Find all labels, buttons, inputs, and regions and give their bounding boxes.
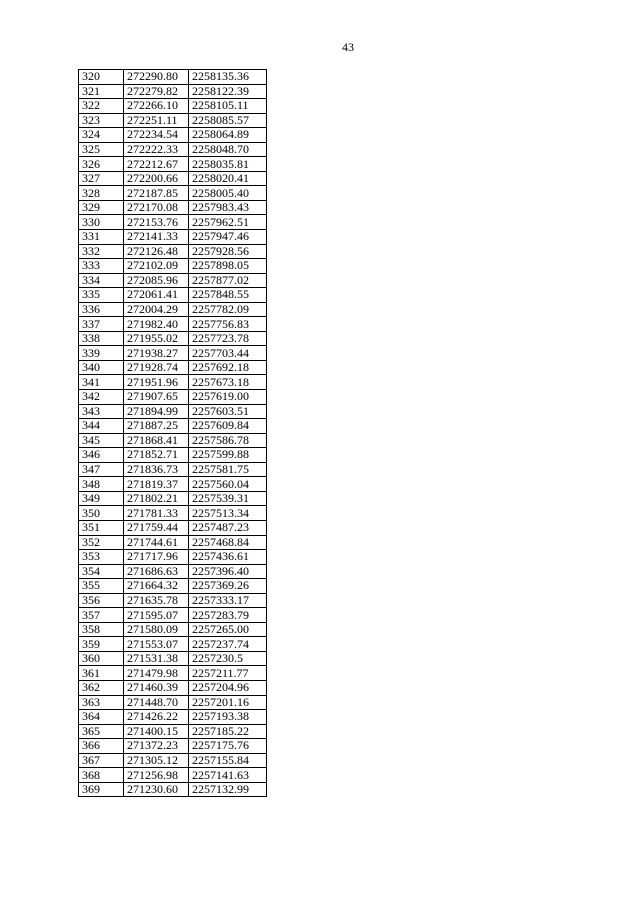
table-row	[79, 608, 267, 623]
table-row	[79, 128, 267, 143]
x-coordinate-cell: 271938.27	[124, 346, 189, 361]
table-row	[79, 390, 267, 405]
x-coordinate-cell: 271781.33	[124, 506, 189, 521]
x-coordinate-cell: 271686.63	[124, 564, 189, 579]
x-coordinate-cell: 272290.80	[124, 70, 189, 85]
point-number-cell: 343	[79, 404, 124, 419]
point-number-cell: 338	[79, 331, 124, 346]
point-number-cell: 358	[79, 622, 124, 637]
y-coordinate-cell: 2257193.38	[189, 710, 267, 725]
x-coordinate-cell: 272153.76	[124, 215, 189, 230]
table-row	[79, 448, 267, 463]
x-coordinate-cell: 271664.32	[124, 579, 189, 594]
table-row	[79, 70, 267, 85]
x-coordinate-cell: 272126.48	[124, 244, 189, 259]
y-coordinate-cell: 2257513.34	[189, 506, 267, 521]
y-coordinate-cell: 2257560.04	[189, 477, 267, 492]
point-number-cell: 366	[79, 739, 124, 754]
coordinate-table-body	[79, 70, 267, 797]
table-row	[79, 768, 267, 783]
y-coordinate-cell: 2257673.18	[189, 375, 267, 390]
y-coordinate-cell: 2258085.57	[189, 113, 267, 128]
table-row	[79, 273, 267, 288]
table-row	[79, 477, 267, 492]
table-row	[79, 651, 267, 666]
point-number-cell: 359	[79, 637, 124, 652]
table-row	[79, 564, 267, 579]
point-number-cell: 342	[79, 390, 124, 405]
point-number-cell: 339	[79, 346, 124, 361]
table-row	[79, 200, 267, 215]
x-coordinate-cell: 271531.38	[124, 651, 189, 666]
y-coordinate-cell: 2257609.84	[189, 419, 267, 434]
point-number-cell: 362	[79, 680, 124, 695]
y-coordinate-cell: 2258122.39	[189, 84, 267, 99]
x-coordinate-cell: 271744.61	[124, 535, 189, 550]
table-row	[79, 84, 267, 99]
x-coordinate-cell: 272200.66	[124, 171, 189, 186]
x-coordinate-cell: 272085.96	[124, 273, 189, 288]
y-coordinate-cell: 2257468.84	[189, 535, 267, 550]
table-row	[79, 710, 267, 725]
table-row	[79, 288, 267, 303]
x-coordinate-cell: 271635.78	[124, 593, 189, 608]
y-coordinate-cell: 2258064.89	[189, 128, 267, 143]
x-coordinate-cell: 272222.33	[124, 142, 189, 157]
y-coordinate-cell: 2257962.51	[189, 215, 267, 230]
point-number-cell: 328	[79, 186, 124, 201]
x-coordinate-cell: 272212.67	[124, 157, 189, 172]
table-row	[79, 506, 267, 521]
x-coordinate-cell: 272102.09	[124, 259, 189, 274]
y-coordinate-cell: 2257703.44	[189, 346, 267, 361]
table-row	[79, 215, 267, 230]
point-number-cell: 322	[79, 99, 124, 114]
x-coordinate-cell: 271256.98	[124, 768, 189, 783]
y-coordinate-cell: 2257586.78	[189, 433, 267, 448]
x-coordinate-cell: 271595.07	[124, 608, 189, 623]
table-row	[79, 680, 267, 695]
y-coordinate-cell: 2257204.96	[189, 680, 267, 695]
point-number-cell: 363	[79, 695, 124, 710]
table-row	[79, 695, 267, 710]
table-row	[79, 593, 267, 608]
x-coordinate-cell: 271868.41	[124, 433, 189, 448]
y-coordinate-cell: 2257283.79	[189, 608, 267, 623]
point-number-cell: 327	[79, 171, 124, 186]
table-row	[79, 99, 267, 114]
point-number-cell: 333	[79, 259, 124, 274]
x-coordinate-cell: 272141.33	[124, 230, 189, 245]
point-number-cell: 365	[79, 724, 124, 739]
y-coordinate-cell: 2257756.83	[189, 317, 267, 332]
point-number-cell: 344	[79, 419, 124, 434]
y-coordinate-cell: 2258020.41	[189, 171, 267, 186]
point-number-cell: 334	[79, 273, 124, 288]
table-row	[79, 302, 267, 317]
y-coordinate-cell: 2257539.31	[189, 491, 267, 506]
x-coordinate-cell: 271852.71	[124, 448, 189, 463]
x-coordinate-cell: 271819.37	[124, 477, 189, 492]
table-row	[79, 433, 267, 448]
y-coordinate-cell: 2258135.36	[189, 70, 267, 85]
table-row	[79, 550, 267, 565]
y-coordinate-cell: 2257201.16	[189, 695, 267, 710]
table-row	[79, 171, 267, 186]
table-row	[79, 331, 267, 346]
table-row	[79, 739, 267, 754]
page-number: 43	[342, 40, 354, 54]
x-coordinate-cell: 271400.15	[124, 724, 189, 739]
x-coordinate-cell: 271717.96	[124, 550, 189, 565]
point-number-cell: 367	[79, 753, 124, 768]
y-coordinate-cell: 2258005.40	[189, 186, 267, 201]
table-row	[79, 782, 267, 797]
point-number-cell: 350	[79, 506, 124, 521]
table-row	[79, 244, 267, 259]
x-coordinate-cell: 271479.98	[124, 666, 189, 681]
y-coordinate-cell: 2257782.09	[189, 302, 267, 317]
x-coordinate-cell: 272279.82	[124, 84, 189, 99]
point-number-cell: 324	[79, 128, 124, 143]
x-coordinate-cell: 272266.10	[124, 99, 189, 114]
x-coordinate-cell: 272187.85	[124, 186, 189, 201]
x-coordinate-cell: 272234.54	[124, 128, 189, 143]
point-number-cell: 357	[79, 608, 124, 623]
point-number-cell: 329	[79, 200, 124, 215]
table-row	[79, 317, 267, 332]
point-number-cell: 368	[79, 768, 124, 783]
table-row	[79, 724, 267, 739]
y-coordinate-cell: 2257928.56	[189, 244, 267, 259]
x-coordinate-cell: 271305.12	[124, 753, 189, 768]
x-coordinate-cell: 272061.41	[124, 288, 189, 303]
point-number-cell: 364	[79, 710, 124, 725]
x-coordinate-cell: 271836.73	[124, 462, 189, 477]
x-coordinate-cell: 272004.29	[124, 302, 189, 317]
y-coordinate-cell: 2257436.61	[189, 550, 267, 565]
point-number-cell: 336	[79, 302, 124, 317]
x-coordinate-cell: 271426.22	[124, 710, 189, 725]
coordinate-table	[78, 69, 267, 797]
x-coordinate-cell: 271460.39	[124, 680, 189, 695]
table-row	[79, 142, 267, 157]
y-coordinate-cell: 2258105.11	[189, 99, 267, 114]
y-coordinate-cell: 2257369.26	[189, 579, 267, 594]
table-row	[79, 637, 267, 652]
point-number-cell: 353	[79, 550, 124, 565]
table-row	[79, 579, 267, 594]
table-row	[79, 157, 267, 172]
y-coordinate-cell: 2257581.75	[189, 462, 267, 477]
point-number-cell: 335	[79, 288, 124, 303]
point-number-cell: 355	[79, 579, 124, 594]
x-coordinate-cell: 271951.96	[124, 375, 189, 390]
y-coordinate-cell: 2257211.77	[189, 666, 267, 681]
table-row	[79, 535, 267, 550]
y-coordinate-cell: 2257396.40	[189, 564, 267, 579]
point-number-cell: 337	[79, 317, 124, 332]
y-coordinate-cell: 2257619.00	[189, 390, 267, 405]
x-coordinate-cell: 271759.44	[124, 520, 189, 535]
x-coordinate-cell: 271448.70	[124, 695, 189, 710]
point-number-cell: 340	[79, 360, 124, 375]
x-coordinate-cell: 271802.21	[124, 491, 189, 506]
table-row	[79, 404, 267, 419]
x-coordinate-cell: 271372.23	[124, 739, 189, 754]
point-number-cell: 348	[79, 477, 124, 492]
point-number-cell: 321	[79, 84, 124, 99]
x-coordinate-cell: 271894.99	[124, 404, 189, 419]
point-number-cell: 331	[79, 230, 124, 245]
table-row	[79, 520, 267, 535]
point-number-cell: 330	[79, 215, 124, 230]
table-row	[79, 346, 267, 361]
y-coordinate-cell: 2257692.18	[189, 360, 267, 375]
y-coordinate-cell: 2257848.55	[189, 288, 267, 303]
y-coordinate-cell: 2257898.05	[189, 259, 267, 274]
y-coordinate-cell: 2257723.78	[189, 331, 267, 346]
y-coordinate-cell: 2258048.70	[189, 142, 267, 157]
table-row	[79, 666, 267, 681]
point-number-cell: 349	[79, 491, 124, 506]
x-coordinate-cell: 272251.11	[124, 113, 189, 128]
y-coordinate-cell: 2257947.46	[189, 230, 267, 245]
y-coordinate-cell: 2257185.22	[189, 724, 267, 739]
point-number-cell: 346	[79, 448, 124, 463]
y-coordinate-cell: 2257230.5	[189, 651, 267, 666]
x-coordinate-cell: 271553.07	[124, 637, 189, 652]
table-row	[79, 360, 267, 375]
y-coordinate-cell: 2257983.43	[189, 200, 267, 215]
y-coordinate-cell: 2257877.02	[189, 273, 267, 288]
x-coordinate-cell: 272170.08	[124, 200, 189, 215]
point-number-cell: 325	[79, 142, 124, 157]
x-coordinate-cell: 271230.60	[124, 782, 189, 797]
y-coordinate-cell: 2257333.17	[189, 593, 267, 608]
table-row	[79, 230, 267, 245]
y-coordinate-cell: 2257487.23	[189, 520, 267, 535]
point-number-cell: 323	[79, 113, 124, 128]
point-number-cell: 354	[79, 564, 124, 579]
point-number-cell: 347	[79, 462, 124, 477]
point-number-cell: 326	[79, 157, 124, 172]
point-number-cell: 352	[79, 535, 124, 550]
point-number-cell: 345	[79, 433, 124, 448]
table-row	[79, 259, 267, 274]
table-row	[79, 186, 267, 201]
point-number-cell: 320	[79, 70, 124, 85]
point-number-cell: 369	[79, 782, 124, 797]
y-coordinate-cell: 2257175.76	[189, 739, 267, 754]
point-number-cell: 351	[79, 520, 124, 535]
table-row	[79, 753, 267, 768]
x-coordinate-cell: 271887.25	[124, 419, 189, 434]
table-row	[79, 375, 267, 390]
x-coordinate-cell: 271982.40	[124, 317, 189, 332]
point-number-cell: 341	[79, 375, 124, 390]
y-coordinate-cell: 2257155.84	[189, 753, 267, 768]
point-number-cell: 332	[79, 244, 124, 259]
y-coordinate-cell: 2258035.81	[189, 157, 267, 172]
y-coordinate-cell: 2257141.63	[189, 768, 267, 783]
table-row	[79, 419, 267, 434]
point-number-cell: 356	[79, 593, 124, 608]
y-coordinate-cell: 2257265.00	[189, 622, 267, 637]
point-number-cell: 361	[79, 666, 124, 681]
x-coordinate-cell: 271907.65	[124, 390, 189, 405]
y-coordinate-cell: 2257132.99	[189, 782, 267, 797]
y-coordinate-cell: 2257237.74	[189, 637, 267, 652]
table-row	[79, 491, 267, 506]
point-number-cell: 360	[79, 651, 124, 666]
table-row	[79, 622, 267, 637]
x-coordinate-cell: 271580.09	[124, 622, 189, 637]
x-coordinate-cell: 271928.74	[124, 360, 189, 375]
table-row	[79, 462, 267, 477]
x-coordinate-cell: 271955.02	[124, 331, 189, 346]
y-coordinate-cell: 2257599.88	[189, 448, 267, 463]
y-coordinate-cell: 2257603.51	[189, 404, 267, 419]
table-row	[79, 113, 267, 128]
